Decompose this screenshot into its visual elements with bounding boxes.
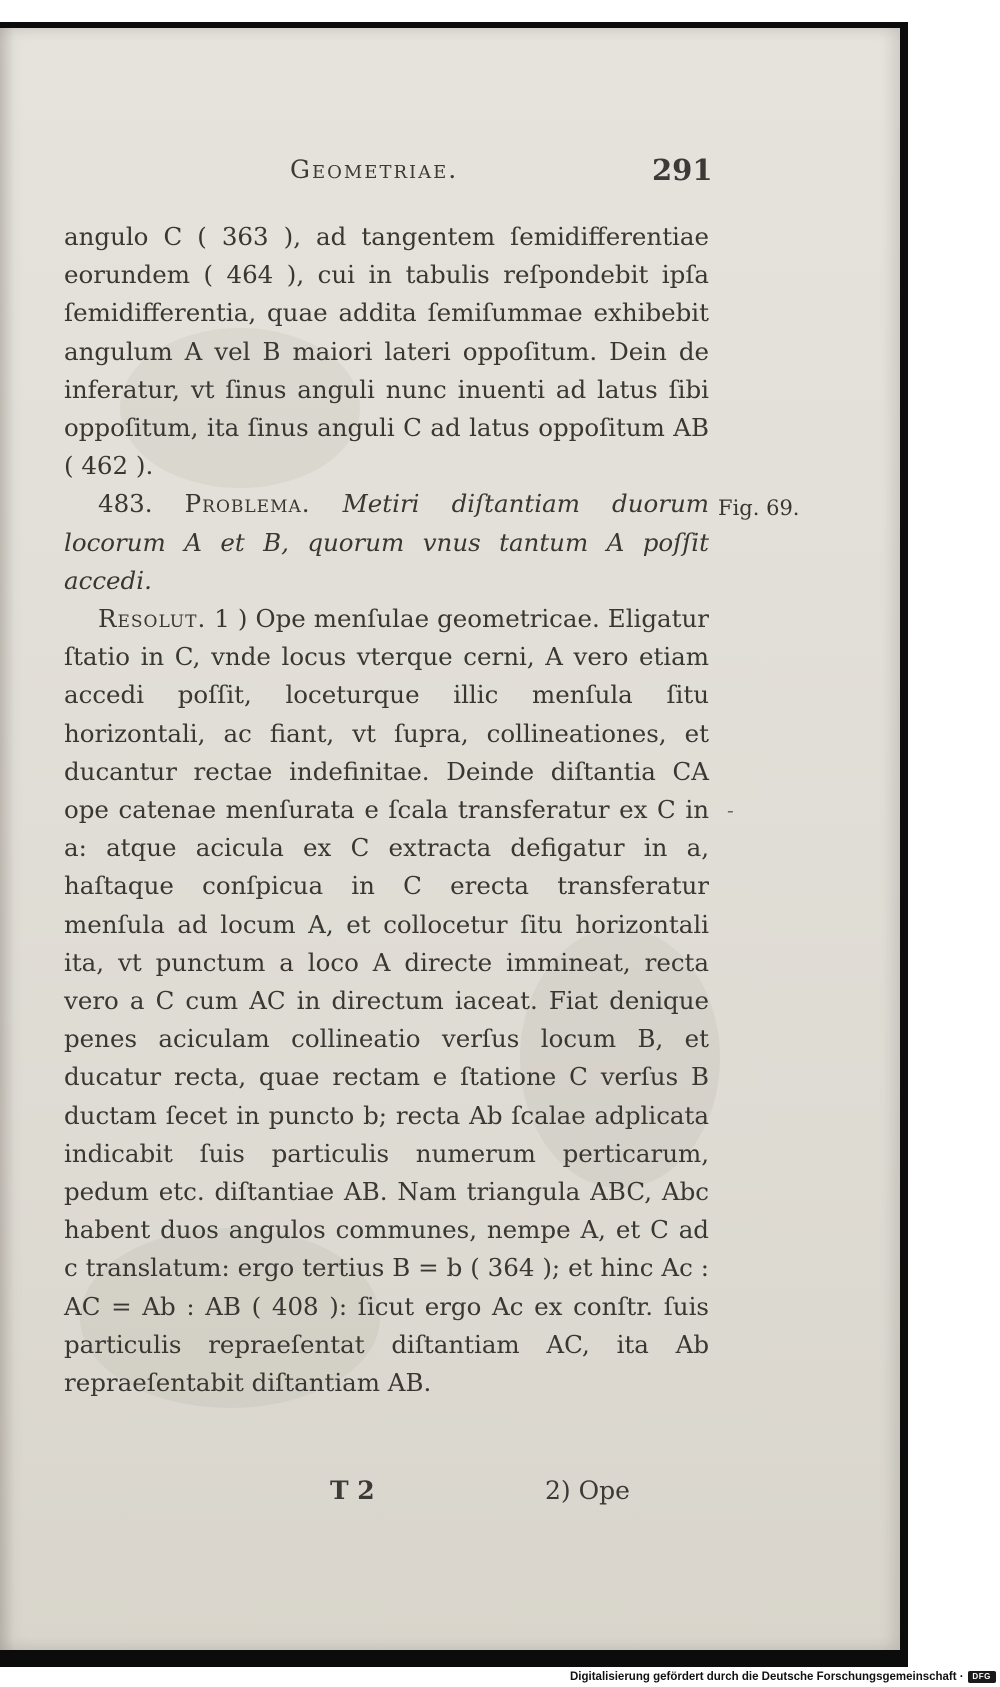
page-footer	[0, 1476, 900, 1516]
problem-statement: Metiri diſtantiam duorum locorum A et B, quorum vnus tantum A poſſit accedi.	[64, 489, 709, 595]
running-head-title: Geometriae.	[290, 155, 459, 184]
dfg-logo-icon: DFG	[968, 1671, 996, 1683]
margin-dash: -	[727, 798, 734, 822]
running-head	[0, 143, 900, 203]
paragraph-continuation: angulo C ( 363 ), ad tangentem ſemidifferentiae eorundem ( 464 ), cui in tabulis reſpondebit ipſa ſemidifferentia, quae addita ſemiſummae exhibebit angulum A vel B maiori lateri oppoſitum. Dein de inferatur, vt ſinus anguli nunc inuenti ad latus ſibi oppoſitum, ita ſinus anguli C ad latus oppoſitum AB ( 462 ).	[64, 222, 709, 481]
signature-mark: T 2	[330, 1476, 375, 1505]
catchword: 2) Ope	[545, 1476, 630, 1505]
page-gutter-shadow	[0, 28, 14, 1650]
resolution-label: Resolut.	[98, 604, 207, 634]
margin-figure-reference: Fig. 69.	[718, 496, 800, 520]
resolution-paragraph	[64, 600, 709, 1402]
problem-paragraph	[64, 485, 709, 600]
problem-number: 483.	[98, 489, 153, 519]
resolution-text: 1 ) Ope menſulae geometricae. Eligatur ſtatio in C, vnde locus vterque cerni, A vero etiam accedi poſſit, loceturque illic menſula ſitu horizontali, ac fiant, vt ſupra, collineationes, et ducantur rectae indefinitae. Deinde diſtantia CA ope catenae menſurata e ſcala transferatur ex C in a: atque acicula ex C extracta defigatur in a, haſtaque conſpicua in C erecta transferatur menſula ad locum A, et collocetur ſitu horizontali ita, vt punctum a loco A directe immineat, recta vero a C cum AC in directum iaceat. Fiat denique penes aciculam collineatio verſus locum B, et ducatur recta, quae rectam e ſtatione C verſus B ductam ſecet in puncto b; recta Ab ſcalae adplicata indicabit ſuis particulis numerum perticarum, pedum etc. diſtantiae AB. Nam triangula ABC, Abc habent duos angulos communes, nempe A, et C ad c translatum: ergo tertius B = b ( 364 ); et hinc Ac : AC = Ab : AB ( 408 ): ſicut ergo Ac ex conſtr. ſuis particulis repraeſentat diſtantiam AC, ita Ab repraeſentabit diſtantiam AB.	[64, 604, 709, 1398]
credit-text: Digitalisierung gefördert durch die Deutsche Forschungsgemeinschaft ·	[570, 1670, 964, 1683]
page-number: 291	[652, 153, 713, 187]
body-text	[64, 218, 709, 1402]
book-page	[0, 28, 900, 1650]
digitization-credit	[570, 1666, 1000, 1687]
problem-label: Problema.	[184, 489, 311, 519]
